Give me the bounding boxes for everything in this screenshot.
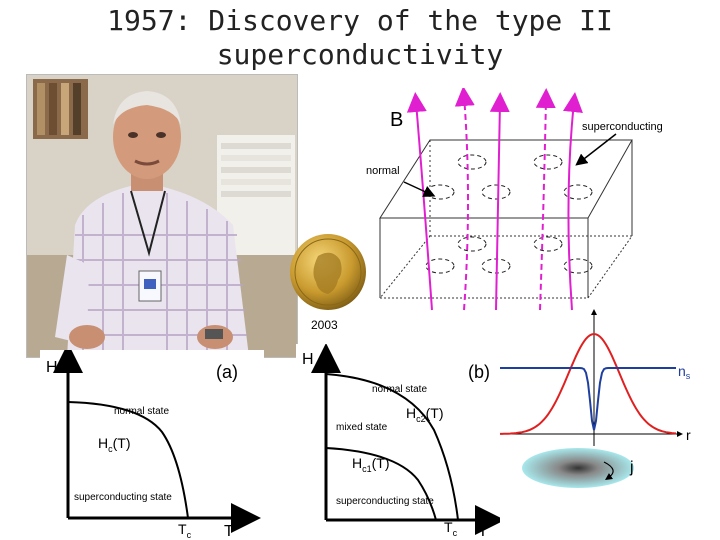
phase-a-superconducting-state: superconducting state: [74, 492, 172, 503]
phase-a-hc-label: $H_c(T)$: [98, 435, 131, 454]
phase-b-t-label: T: [478, 523, 488, 540]
density-profile-curve: [500, 368, 676, 430]
phase-b-normal-state: normal state: [372, 384, 428, 395]
portrait-illustration: [27, 75, 297, 357]
phase-b-hc1-label: $H_{c1}(T)$: [352, 455, 390, 474]
phase-b-h-label: H: [302, 351, 314, 368]
medal-caption: 2003: [311, 318, 338, 332]
flux-line-2: [464, 96, 468, 310]
flux-line-5: [568, 102, 574, 310]
nobel-medal-icon: [288, 232, 368, 312]
vortex-currents-bottom: [426, 237, 592, 273]
vortex-slab-diagram: [360, 88, 680, 318]
current-label: j: [630, 459, 634, 476]
phase-diagram-a: [40, 350, 264, 540]
phase-b-mixed-state: mixed state: [336, 422, 388, 433]
title-line-1: 1957: Discovery of the type II: [107, 4, 613, 37]
slab-outline: [380, 140, 632, 298]
ns-label: $n_s$: [678, 363, 691, 381]
vortex-profile-plot: [494, 306, 708, 496]
vortex-currents-top: [426, 155, 592, 199]
phase-a-t-label: T: [224, 523, 234, 540]
phase-a-normal-state: normal state: [114, 406, 170, 417]
phase-a-panel-label: (a): [216, 362, 238, 382]
title-line-2: superconductivity: [216, 38, 504, 71]
phase-a-tc-label: $T_c$: [178, 521, 192, 540]
phase-a-h-label: H: [46, 359, 58, 376]
superconducting-label: superconducting: [582, 121, 663, 133]
flux-lines: [416, 96, 574, 310]
normal-label: normal: [366, 165, 400, 177]
phase-b-superconducting-state: superconducting state: [336, 496, 434, 507]
portrait-photo: [26, 74, 298, 358]
phase-b-panel-label: (b): [468, 362, 490, 382]
slide-title: [0, 4, 720, 72]
flux-line-4: [540, 98, 546, 310]
phase-b-tc-label: $T_c$: [444, 519, 458, 538]
normal-pointer: [404, 182, 430, 194]
superconducting-pointer: [580, 134, 616, 162]
phase-diagram-b: [296, 344, 500, 540]
phase-b-hc2-label: $H_{c2}(T)$: [406, 405, 444, 424]
vortex-core-icon: [522, 448, 634, 488]
field-label-b: B: [390, 109, 404, 131]
flux-line-3: [496, 102, 500, 310]
r-axis-label: r: [686, 427, 691, 443]
